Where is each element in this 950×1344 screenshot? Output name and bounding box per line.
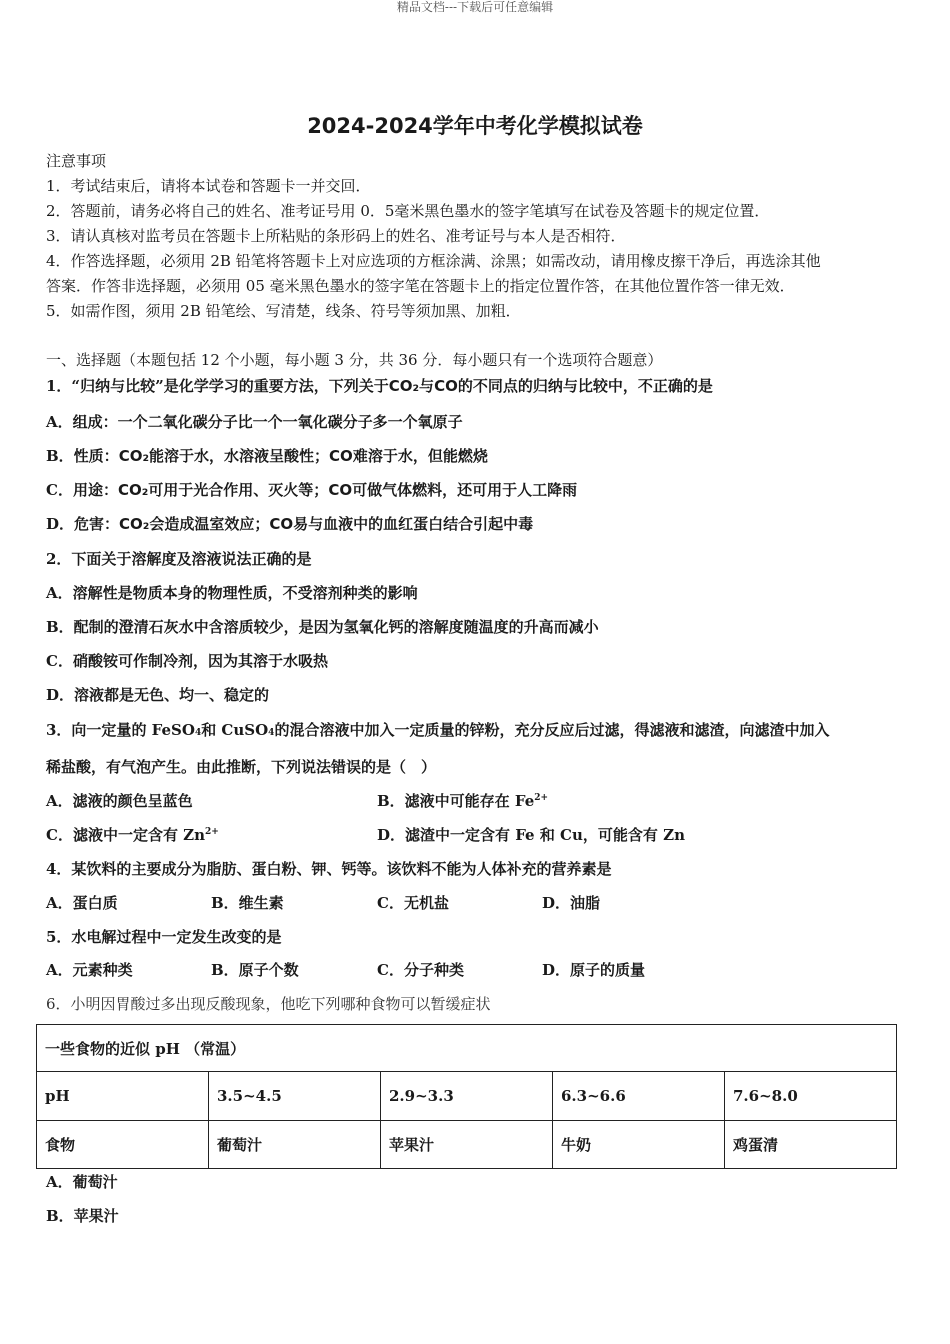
table-cell: 6.3~6.6	[553, 1072, 725, 1121]
header-watermark: 精品文档---下载后可任意编辑	[396, 0, 554, 14]
section-heading: 一、选择题（本题包括 12 个小题，每小题 3 分，共 36 分．每小题只有一个选项符合题意）	[46, 351, 663, 369]
question-1-option-a[interactable]: A．组成：一个二氧化碳分子比一个一氧化碳分子多一个氧原子	[46, 413, 463, 431]
table-row	[37, 1072, 897, 1121]
page-title: 2024-2024学年中考化学模拟试卷	[307, 114, 643, 138]
note-2: 2．答题前，请务必将自己的姓名、准考证号用 0．5毫米黑色墨水的签字笔填写在试卷及答题卡的规定位置．	[46, 202, 770, 220]
note-3: 3．请认真核对监考员在答题卡上所粘贴的条形码上的姓名、准考证号与本人是否相符．	[46, 227, 626, 245]
note-4-line-2: 答案．作答非选择题，必须用 05 毫米黑色墨水的签字笔在答题卡上的指定位置作答，在其他位置作答一律无效．	[46, 277, 795, 295]
table-cell: 2.9~3.3	[381, 1072, 553, 1121]
question-1-stem: 1．“归纳与比较”是化学学习的重要方法，下列关于CO₂与CO的不同点的归纳与比较中，不正确的是	[46, 377, 713, 395]
note-5: 5．如需作图，须用 2B 铅笔绘、写清楚，线条、符号等须加黑、加粗．	[46, 302, 521, 320]
question-6-option-b[interactable]: B．苹果汁	[46, 1207, 119, 1225]
question-2-option-a[interactable]: A．溶解性是物质本身的物理性质，不受溶剂种类的影响	[46, 584, 418, 602]
table-cell: 牛奶	[553, 1121, 725, 1169]
table-cell: pH	[37, 1072, 209, 1121]
question-2-option-b[interactable]: B．配制的澄清石灰水中含溶质较少，是因为氢氧化钙的溶解度随温度的升高而减小	[46, 618, 599, 636]
question-6-stem: 6．小明因胃酸过多出现反酸现象，他吃下列哪种食物可以暂缓症状	[46, 995, 491, 1013]
table-cell: 3.5~4.5	[209, 1072, 381, 1121]
question-1-option-d[interactable]: D．危害：CO₂会造成温室效应；CO易与血液中的血红蛋白结合引起中毒	[46, 515, 534, 533]
table-cell: 鸡蛋清	[725, 1121, 897, 1169]
notes-heading: 注意事项	[46, 152, 107, 170]
table-cell: 7.6~8.0	[725, 1072, 897, 1121]
question-3-stem-line-1: 3．向一定量的 FeSO4和 CuSO4的混合溶液中加入一定质量的锌粉，充分反应后过滤，得滤液和滤渣，向滤渣中加入	[46, 721, 830, 739]
question-2-stem: 2．下面关于溶解度及溶液说法正确的是	[46, 550, 312, 568]
question-2-option-d[interactable]: D．溶液都是无色、均一、稳定的	[46, 686, 270, 704]
question-3-option-d[interactable]: D．滤渣中一定含有 Fe 和 Cu，可能含有 Zn	[377, 826, 685, 844]
question-5-option-a[interactable]: A．元素种类	[46, 961, 133, 979]
ph-table	[36, 1024, 897, 1169]
question-4-option-d[interactable]: D．油脂	[542, 894, 601, 912]
question-4-option-a[interactable]: A．蛋白质	[46, 894, 118, 912]
question-5-option-c[interactable]: C．分子种类	[377, 961, 464, 979]
question-3-option-a[interactable]: A．滤液的颜色呈蓝色	[46, 792, 193, 810]
question-4-stem: 4．某饮料的主要成分为脂肪、蛋白粉、钾、钙等。该饮料不能为人体补充的营养素是	[46, 860, 612, 878]
question-3-option-c[interactable]: C．滤液中一定含有 $Zn^{2+}$	[46, 826, 219, 844]
question-4-option-c[interactable]: C．无机盐	[377, 894, 449, 912]
table-caption-row	[37, 1025, 897, 1072]
note-4-line-1: 4．作答选择题，必须用 2B 铅笔将答题卡上对应选项的方框涂满、涂黑；如需改动，请用橡皮擦干净后，再选涂其他	[46, 252, 821, 270]
question-5-option-d[interactable]: D．原子的质量	[542, 961, 646, 979]
table-caption: 一些食物的近似 pH （常温）	[37, 1025, 897, 1072]
question-3-stem-line-2: 稀盐酸，有气泡产生。由此推断，下列说法错误的是（ ）	[46, 758, 437, 776]
note-1: 1．考试结束后，请将本试卷和答题卡一并交回．	[46, 177, 371, 195]
table-row	[37, 1121, 897, 1169]
question-3-option-b[interactable]: B．滤液中可能存在 $Fe^{2+}$	[377, 792, 549, 810]
question-5-option-b[interactable]: B．原子个数	[211, 961, 299, 979]
question-6-option-a[interactable]: A．葡萄汁	[46, 1173, 118, 1191]
question-1-option-b[interactable]: B．性质：CO₂能溶于水，水溶液呈酸性；CO难溶于水，但能燃烧	[46, 447, 488, 465]
question-1-option-c[interactable]: C．用途：CO₂可用于光合作用、灭火等；CO可做气体燃料，还可用于人工降雨	[46, 481, 578, 499]
question-2-option-c[interactable]: C．硝酸铵可作制冷剂，因为其溶于水吸热	[46, 652, 328, 670]
question-5-stem: 5．水电解过程中一定发生改变的是	[46, 928, 282, 946]
question-4-option-b[interactable]: B．维生素	[211, 894, 284, 912]
table-cell: 葡萄汁	[209, 1121, 381, 1169]
table-cell: 食物	[37, 1121, 209, 1169]
table-cell: 苹果汁	[381, 1121, 553, 1169]
